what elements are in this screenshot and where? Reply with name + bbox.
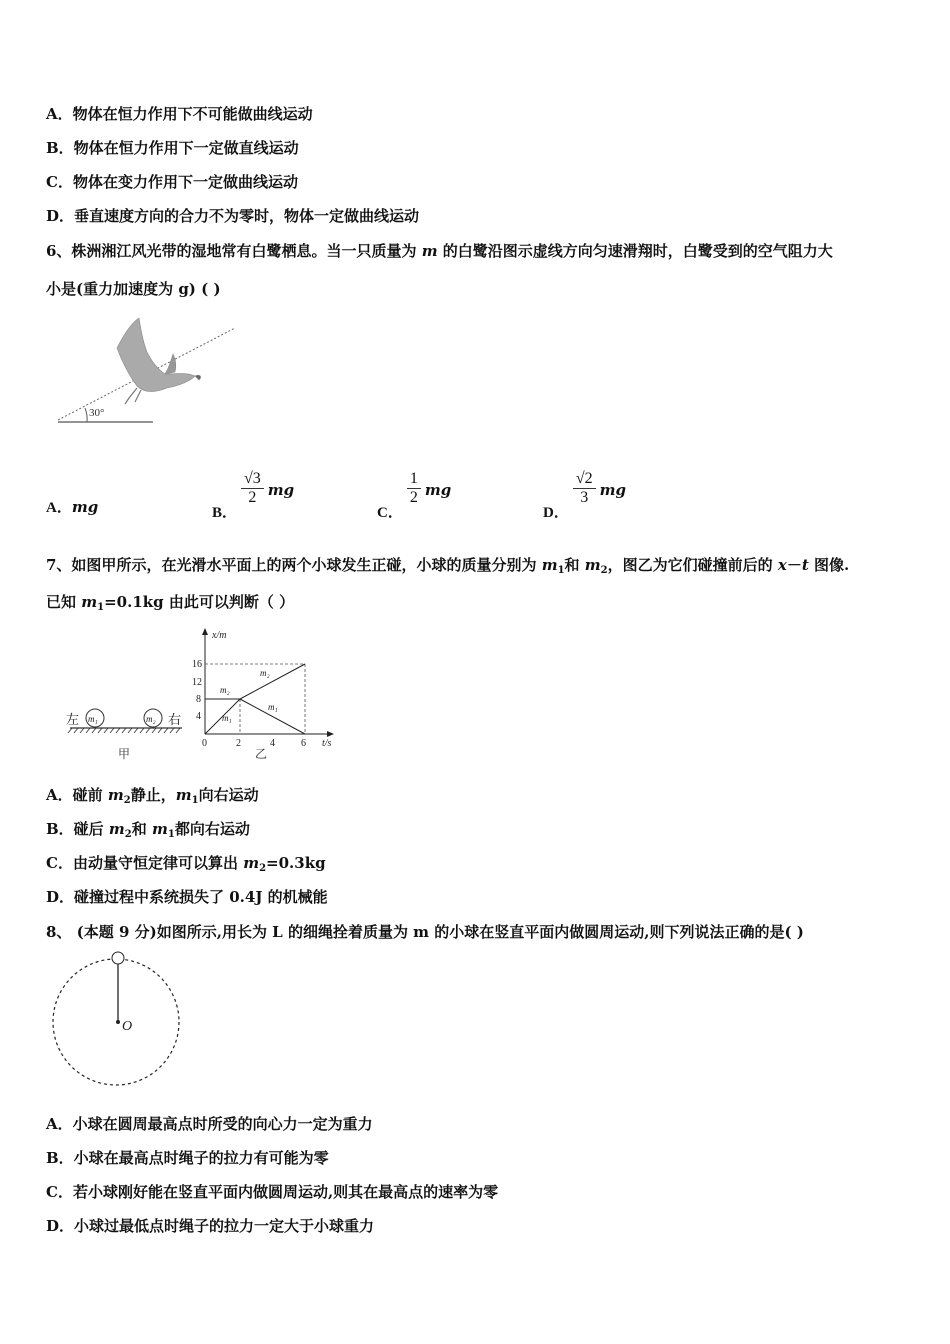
circle-figure	[48, 948, 188, 1090]
q6-stem-line1	[46, 240, 833, 261]
q6-mass-symbol: m	[421, 242, 438, 260]
center-label: O	[122, 1019, 133, 1034]
q8-stem: 8、 (本题 9 分)如图所示,用长为 L 的细绳拴着质量为 m 的小球在竖直平面内做圆周运动,则下列说法正确的是( )	[46, 923, 804, 941]
q7-a-m1: m	[175, 786, 192, 804]
q6-option-d	[543, 470, 626, 521]
ball	[112, 952, 124, 964]
x-tick-6: 6	[301, 738, 306, 749]
q7-a-m2: m	[107, 786, 124, 804]
q6-option-a	[46, 496, 98, 517]
label-m1-before: m₁	[222, 713, 232, 723]
y-tick-12: 12	[192, 677, 202, 688]
q7-known: 已知	[46, 593, 77, 611]
q5-option-a: A．物体在恒力作用下不可能做曲线运动	[46, 105, 313, 123]
q7-known-value: =0.1kg 由此可以判断（ ）	[104, 593, 295, 611]
q7-b-part3: 都向右运动	[174, 820, 250, 838]
q7-c-part2: =0.3kg	[266, 854, 326, 872]
q6-stem-part1: 6、株洲湘江风光带的湿地常有白鹭栖息。当一只质量为	[46, 242, 417, 260]
q6-option-b-label: B．	[212, 504, 238, 521]
q7-b-part1: B．碰后	[46, 820, 104, 838]
ball-m1-label: m₁	[88, 714, 98, 724]
figure-yi-xt-graph	[188, 622, 348, 767]
q7-dash: －	[786, 556, 802, 574]
q7-option-c	[46, 852, 326, 874]
q7-stem-part1: 7、如图甲所示，在光滑水平面上的两个小球发生正碰，小球的质量分别为	[46, 556, 537, 574]
q7-a-part2: 静止，	[130, 786, 176, 804]
angle-arc	[85, 408, 87, 422]
q6-option-b	[212, 470, 295, 521]
y-tick-16: 16	[192, 659, 202, 670]
q6-option-c	[377, 470, 452, 521]
x-tick-2: 2	[236, 738, 241, 749]
q8-option-d: D．小球过最低点时绳子的拉力一定大于小球重力	[46, 1217, 375, 1235]
q6-stem-line2: 小是(重力加速度为 g) ( )	[46, 280, 221, 298]
q5-option-d: D．垂直速度方向的合力不为零时，物体一定做曲线运动	[46, 207, 420, 225]
q7-option-d: D．碰撞过程中系统损失了 0.4J 的机械能	[46, 888, 328, 906]
q5-option-b: B．物体在恒力作用下一定做直线运动	[46, 139, 299, 157]
q6-option-d-unit: mg	[599, 480, 626, 499]
q6-option-d-label: D．	[543, 504, 569, 521]
q6-stem-part2: 的白鹭沿图示虚线方向匀速滑翔时，白鹭受到的空气阻力大	[442, 242, 833, 260]
q7-c-m2-sub: 2	[259, 863, 267, 874]
q6-option-d-fraction: $\frac{√2}{3}$	[573, 470, 596, 507]
q7-c-part1: C．由动量守恒定律可以算出	[46, 854, 238, 872]
y-axis-arrow	[202, 628, 208, 635]
q7-m1-sub: 1	[557, 565, 565, 576]
egret-bird	[117, 318, 201, 404]
q7-stem-line2	[46, 591, 294, 613]
q6-option-a-label: A．	[46, 500, 72, 516]
q7-stem-part3: 图像.	[814, 556, 850, 574]
y-tick-4: 4	[196, 711, 201, 722]
label-m2-after: m₂	[260, 668, 270, 678]
q7-m1: m	[541, 556, 558, 574]
q6-option-c-unit: mg	[424, 480, 452, 499]
q6-option-a-value: mg	[71, 498, 99, 516]
q7-m2-sub: 2	[600, 565, 608, 576]
figure-jia-caption: 甲	[118, 747, 131, 761]
x-tick-4: 4	[270, 738, 275, 749]
label-left: 左	[66, 712, 80, 727]
q7-b-m1: m	[152, 820, 168, 838]
q7-m1b: m	[81, 593, 98, 611]
q7-stem-part2: ，图乙为它们碰撞前后的	[607, 556, 773, 574]
y-axis-label: x/m	[212, 630, 227, 641]
q7-b-m2-sub: 2	[124, 829, 132, 840]
q7-option-a	[46, 784, 259, 806]
label-right: 右	[168, 712, 182, 727]
q7-m2: m	[584, 556, 601, 574]
label-m2-before: m₂	[220, 685, 230, 695]
figure-jia	[60, 700, 190, 764]
q7-a-m1-sub: 1	[191, 795, 199, 806]
q7-m1b-sub: 1	[97, 602, 105, 613]
q7-b-m1-sub: 1	[167, 829, 175, 840]
q7-c-m2: m	[243, 854, 260, 872]
q7-t: t	[801, 556, 809, 574]
q7-option-b	[46, 818, 250, 840]
q8-option-c: C．若小球刚好能在竖直平面内做圆周运动,则其在最高点的速率为零	[46, 1183, 499, 1201]
q7-stem-line1	[46, 554, 849, 576]
q8-option-b: B．小球在最高点时绳子的拉力有可能为零	[46, 1149, 329, 1167]
ball-m2-label: m₂	[146, 714, 156, 724]
ground-hatch	[68, 728, 180, 733]
q5-option-c: C．物体在变力作用下一定做曲线运动	[46, 173, 298, 191]
q7-a-part3: 向右运动	[198, 786, 259, 804]
q6-option-b-fraction: $\frac{√3}{2}$	[241, 470, 264, 507]
x-axis-label: t/s	[322, 738, 332, 749]
q6-option-c-fraction: $\frac{1}{2}$	[407, 470, 421, 507]
label-m1-after: m₁	[268, 702, 278, 712]
egret-figure	[55, 312, 240, 428]
q8-option-a: A．小球在圆周最高点时所受的向心力一定为重力	[46, 1115, 373, 1133]
y-tick-8: 8	[196, 694, 201, 705]
q6-option-c-label: C．	[377, 504, 403, 521]
series-m2-after	[240, 664, 305, 699]
figure-yi-caption: 乙	[255, 747, 268, 761]
q7-b-m2: m	[108, 820, 125, 838]
x-tick-0: 0	[202, 738, 207, 749]
q6-option-b-unit: mg	[267, 480, 295, 499]
q7-a-part1: A．碰前	[46, 786, 103, 804]
x-axis-arrow	[327, 731, 334, 737]
angle-label: 30°	[89, 407, 105, 419]
q7-a-m2-sub: 2	[123, 795, 131, 806]
q7-x: x	[777, 556, 787, 574]
center-point	[116, 1020, 120, 1024]
q7-b-part2: 和	[131, 820, 147, 838]
q7-and: 和	[564, 556, 580, 574]
